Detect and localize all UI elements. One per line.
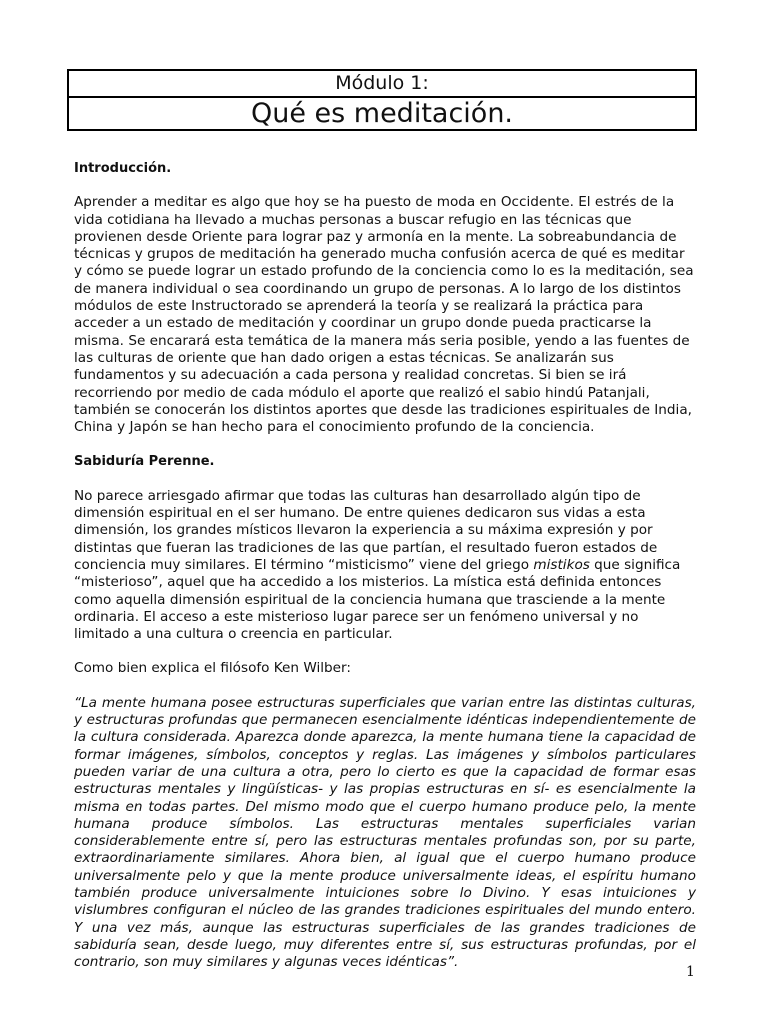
page-number: 1 <box>686 964 695 980</box>
page-title: Qué es meditación. <box>250 98 514 129</box>
perennial-text-before: No parece arriesgado afirmar que todas las culturas han desarrollado algún tipo de dimensión espiritual en el ser humano. De entre quienes dedicaron sus vidas a esta dimensión, los grandes místicos llevaron la experiencia a su máxima expresión y por distintas que fueran las tradiciones de las que partían, el resultado fueron estados de conciencia muy similares. El término “misticismo” viene del griego <box>74 487 658 573</box>
perennial-paragraph <box>74 488 696 644</box>
mistikos-term: mistikos <box>533 556 590 573</box>
intro-heading: Introducción. <box>74 161 172 176</box>
wilber-quote: “La mente humana posee estructuras superficiales que varian entre las distintas culturas, y estructuras profundas que permanecen esencialmente idénticas independientemente de la cultura considerada. Aparezca donde aparezca, la mente humana tiene la capacidad de formar imágenes, símbolos, conceptos y reglas. Las imágenes y símbolos particulares pueden variar de una cultura a otra, pero lo cierto es que la capacidad de formar esas estructuras mentales y lingüísticas- y las propias estructuras en sí- es esencialmente la misma en todas partes. Del mismo modo que el cuerpo humano produce pelo, la mente humana produce símbolos. Las estructuras mentales superficiales varian considerablemente entre sí, pero las estructuras mentales profundas son, por su parte, extraordinariamente similares. Ahora bien, al igual que el cuerpo humano produce universalmente pelo y que la mente produce universalmente ideas, el espíritu humano también produce universalmente intuiciones sobre lo Divino. Y esas intuiciones y vislumbres configuran el núcleo de las grandes tradiciones espirituales del mundo entero. Y una vez más, aunque las estructuras superficiales de las grandes tradiciones de sabiduría sean, desde luego, muy diferentes entre sí, sus estructuras profundas, por el contrario, son muy similares y algunas veces idénticas”. <box>74 694 696 971</box>
module-label: Módulo 1: <box>69 71 695 98</box>
perennial-text-after: que significa “misterioso”, aquel que ha accedido a los misterios. La mística está definida entonces como aquella dimensión espiritual de la conciencia humana que trasciende a la mente ordinaria. El acceso a este misterioso lugar parece ser un fenómeno universal y no limitado a una cultura o creencia en particular. <box>74 556 681 643</box>
document-body <box>74 160 696 988</box>
intro-paragraph: Aprender a meditar es algo que hoy se ha puesto de moda en Occidente. El estrés de la vida cotidiana ha llevado a muchas personas a buscar refugio en las técnicas que provienen desde Oriente para lograr paz y armonía en la mente. La sobreabundancia de técnicas y grupos de meditación ha generado mucha confusión acerca de qué es meditar y cómo se puede lograr un estado profundo de la conciencia como lo es la meditación, sea de manera individual o sea coordinando un grupo de personas. A lo largo de los distintos módulos de este Instructorado se aprenderá la teoría y se realizará la práctica para acceder a un estado de meditación y coordinar un grupo donde pueda practicarse la misma. Se encarará esta temática de la manera más seria posible, yendo a las fuentes de las culturas de oriente que han dado origen a estas técnicas. Se analizarán sus fundamentos y su adecuación a cada persona y realidad concretas. Si bien se irá recorriendo por medio de cada módulo el aporte que realizó el sabio hindú Patanjali, también se conocerán los distintos aportes que desde las tradiciones espirituales de India, China y Japón se han hecho para el conocimiento profundo de la conciencia. <box>74 194 694 436</box>
title-box <box>67 69 697 131</box>
wilber-intro: Como bien explica el filósofo Ken Wilber: <box>74 660 351 677</box>
perennial-heading: Sabiduría Perenne. <box>74 454 215 470</box>
